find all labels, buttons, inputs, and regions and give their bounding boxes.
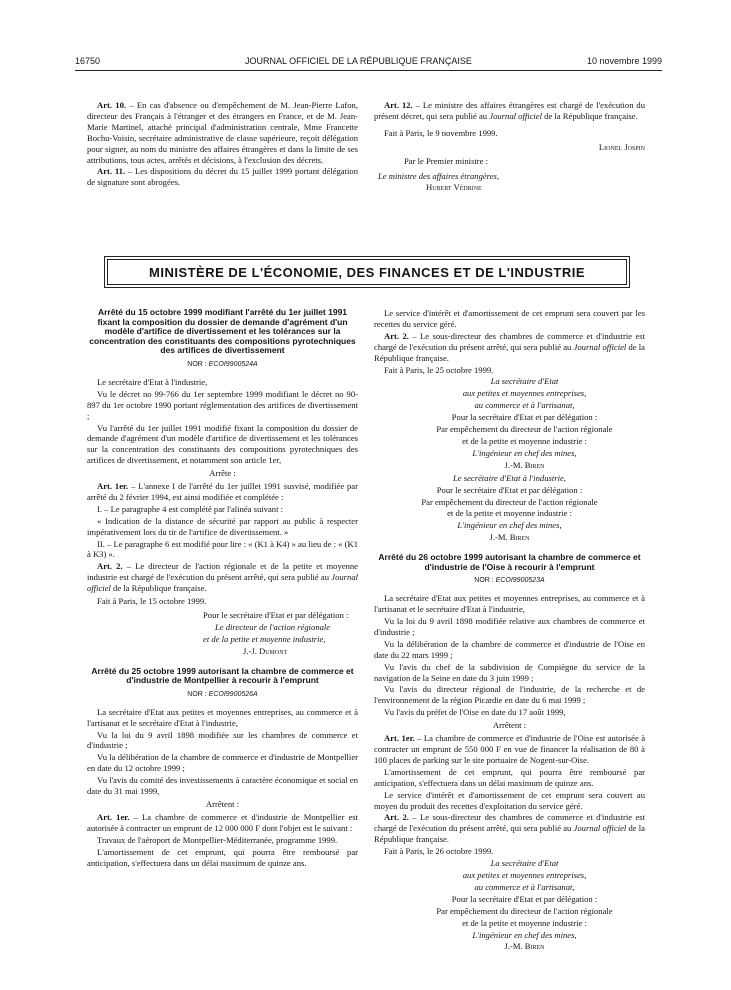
signature-block-2: Le secrétaire d'Etat à l'industrie, Pour le secrétaire d'Etat et par délégation : Par empêchement du directeur de l'action régionale et de la petite et moyenne industrie : L'ingénieur en chef des mines, J.-M. Biren xyxy=(421,472,598,543)
article-1: Art. 1er. – L'annexe I de l'arrêté du 1er juillet 1991 susvisé, modifiée par arrêté du 2 février 1994, est ainsi modifiée et complétée : xyxy=(87,481,358,502)
arrete-2-title: Arrêté du 25 octobre 1999 autorisant la chambre de commerce et d'industrie de Montpellier à recourir à l'emprunt xyxy=(91,665,354,686)
minister-name: Hubert Védrine xyxy=(426,182,482,193)
article-1: Art. 1er. – La chambre de commerce et d'industrie de l'Oise est autorisée à contracter un emprunt de 550 000 F en vue de financer la réalisation de 80 à 100 places de parking sur le site portuaire de Nogent-sur-Oise. xyxy=(374,733,646,765)
paragraph: Vu l'avis du chef de la subdivision de Compiègne du service de la navigation de la Seine en date du 3 juin 1999 ; xyxy=(374,661,645,683)
right-column xyxy=(374,308,645,953)
paragraph: Vu la loi du 9 avril 1898 modifiée relative aux chambres de commerce et d'industrie ; xyxy=(374,616,645,637)
paragraph: II. – Le paragraphe 6 est modifié pour lire : « (K1 à K4) » au lieu de : « (K1 à K3) ». xyxy=(87,538,358,560)
ministry-title: MINISTÈRE DE L'ÉCONOMIE, DES FINANCES ET DE L'INDUSTRIE xyxy=(107,259,627,285)
paragraph: Travaux de l'aéroport de Montpellier-Méditerranée, programme 1999. xyxy=(97,834,338,845)
article-2: Art. 2. – Le directeur de l'action régionale et de la petite et moyenne industrie est chargé de l'exécution du présent arrêté, qui sera publié au Journal officiel de la République française. xyxy=(87,561,358,594)
paragraph: Le service d'intérêt et d'amortissement de cet emprunt sera couvert par les recettes du service géré. xyxy=(374,308,645,329)
arrete-3-title: Arrêté du 26 octobre 1999 autorisant la chambre de commerce et d'industrie de l'Oise à recourir à l'emprunt xyxy=(378,552,641,572)
fait-a-paris: Fait à Paris, le 26 octobre 1999. xyxy=(384,846,494,857)
paragraph: Vu l'avis du directeur régional de l'industrie, de la recherche et de l'environnement de la région Picardie en date du 6 mai 1999 ; xyxy=(374,684,645,706)
article-2: Art. 2. – Le sous-directeur des chambres de commerce et d'industrie est chargé de l'exécution du présent arrêté, qui sera publié au Journal officiel de la République française. xyxy=(374,330,645,363)
minister-title: Le ministre des affaires étrangères, xyxy=(378,170,500,181)
left-column xyxy=(87,308,358,869)
paragraph: « Indication de la distance de sécurité par rapport au public à respecter impérativement lors du tir de l'artifice de divertissement. » xyxy=(87,515,358,537)
signer: Lionel Jospin xyxy=(598,141,645,152)
paragraph: Le secrétaire d'Etat à l'industrie, xyxy=(97,376,208,387)
arrete-label: Arrête : xyxy=(209,468,236,479)
paragraph: Vu la délibération de la chambre de commerce et d'industrie de Montpellier en date du 12 octobre 1999 ; xyxy=(87,752,358,774)
fait-a-paris: Fait à Paris, le 25 octobre 1999. xyxy=(384,364,494,375)
article-12: Art. 12. – Le ministre des affaires étrangères est chargé de l'exécution du présent décret, qui sera publié au Journal officiel de la République française. xyxy=(374,100,646,121)
issue-date: 10 novembre 1999 xyxy=(586,56,662,66)
paragraph: Vu l'avis du préfet de l'Oise en date du 17 août 1999, xyxy=(384,707,566,718)
article-1: Art. 1er. – La chambre de commerce et d'industrie de Montpellier est autorisée à contracter un emprunt de 12 000 000 F dont l'objet est le suivant : xyxy=(87,811,358,833)
decree-end-right xyxy=(374,100,645,194)
signature-block-1: La secrétaire d'Etat aux petites et moyennes entreprises, au commerce et à l'artisanat, Pour la secrétaire d'Etat et par délégation : Par empêchement du directeur de l'action régionale et de la petite et moyenne industrie : L'ingénieur en chef des mines, J.-M. Biren xyxy=(436,376,613,470)
paragraph: La secrétaire d'Etat aux petites et moyennes entreprises, au commerce et à l'artisanat et le secrétaire d'Etat à l'industrie, xyxy=(87,706,358,728)
paragraph: La secrétaire d'Etat aux petites et moyennes entreprises, au commerce et à l'artisanat et le secrétaire d'Etat à l'industrie, xyxy=(374,593,645,615)
arretent-label: Arrêtent : xyxy=(492,720,527,731)
par-premier-ministre: Par le Premier ministre : xyxy=(404,155,489,166)
journal-title: JOURNAL OFFICIEL DE LA RÉPUBLIQUE FRANÇAISE xyxy=(245,56,472,66)
article-2: Art. 2. – Le sous-directeur des chambres de commerce et d'industrie est chargé de l'exécution du présent arrêté, qui sera publié au Journal officiel de la République française. xyxy=(374,812,645,845)
paragraph: Vu l'avis du comité des investissements à caractère économique et social en date du 31 mai 1999, xyxy=(87,775,358,797)
article-10: Art. 10. – En cas d'absence ou d'empêchement de M. Jean-Pierre Lafon, directeur des Français à l'étranger et des étrangers en France, et de M. Jean-Marie Martinel, attaché principal d'administration centrale, Mme Francette Bochu-Voisin, secrétaire administrative de classe supérieure, reçoit délégation pour signer, au nom du ministre des affaires étrangères et dans la limite de ses attributions, tous actes, arrêtés et décisions, à l'exclusion des décrets. xyxy=(87,100,359,165)
page-number: 16750 xyxy=(75,56,101,66)
paragraph: Vu le décret no 99-766 du 1er septembre 1999 modifiant le décret no 90-897 du 1er octobre 1990 portant réglementation des artifices de divertissement ; xyxy=(87,388,358,421)
arrete-1-title: Arrêté du 15 octobre 1999 modifiant l'arrêté du 1er juillet 1991 fixant la composition du dossier de demande d'agrément d'un modèle d'artifice de divertissement et les tolérances sur la concentration des constituants des compositions pyrotechniques des artifices de divertissement xyxy=(89,307,356,356)
article-11: Art. 11. – Les dispositions du décret du 15 juillet 1999 portant délégation de signature sont abrogées. xyxy=(87,166,358,188)
arretent-label: Arrêtent : xyxy=(205,798,240,809)
paragraph: L'amortissement de cet emprunt, qui pourra être remboursé par anticipation, s'effectuera dans un délai maximum de quinze ans. xyxy=(87,846,358,868)
arrete-1-nor: NOR : ECOI9900524A xyxy=(187,360,258,368)
signature-block-3: La secrétaire d'Etat aux petites et moyennes entreprises, au commerce et à l'artisanat, Pour la secrétaire d'Etat et par délégation : Par empêchement du directeur de l'action régionale et de la petite et moyenne industrie : L'ingénieur en chef des mines, J.-M. Biren xyxy=(436,858,613,952)
arrete-2-nor: NOR : ECOI9900526A xyxy=(187,690,258,698)
ministry-banner xyxy=(104,256,630,288)
page-header xyxy=(75,56,662,70)
fait-a-paris: Fait à Paris, le 9 novembre 1999. xyxy=(384,127,498,138)
header-rule xyxy=(75,70,662,71)
paragraph: Vu la loi du 9 avril 1898 modifiée sur les chambres de commerce et d'industrie ; xyxy=(87,729,358,751)
decree-end-left xyxy=(87,100,358,189)
paragraph: Le service d'intérêt et d'amortissement de cet emprunt sera couvert au moyen du produit des recettes d'exploitation du service géré. xyxy=(374,789,645,811)
paragraph: I. – Le paragraphe 4 est complété par l'alinéa suivant : xyxy=(97,503,283,514)
paragraph: Vu l'arrêté du 1er juillet 1991 modifié fixant la composition du dossier de demande d'agrément d'un modèle d'artifice de divertissement et les tolérances sur la concentration des constituants des compositions pyrotechniques des artifices de divertissement, et notamment son article 1er, xyxy=(87,422,358,466)
paragraph: Vu la délibération de la chambre de commerce et d'industrie de l'Oise en date du 22 mars 1999 ; xyxy=(374,638,645,660)
fait-a-paris: Fait à Paris, le 15 octobre 1999. xyxy=(97,596,207,607)
arrete-3-nor: NOR : ECOI9900523A xyxy=(474,577,545,585)
paragraph: L'amortissement de cet emprunt, qui pourra être remboursé par anticipation, s'effectuera dans un délai maximum de quinze ans. xyxy=(374,766,645,788)
signature-block: Pour le secrétaire d'Etat et par délégation : Le directeur de l'action régionale et de la petite et moyenne industrie, J.-J. Dumont xyxy=(203,610,349,656)
